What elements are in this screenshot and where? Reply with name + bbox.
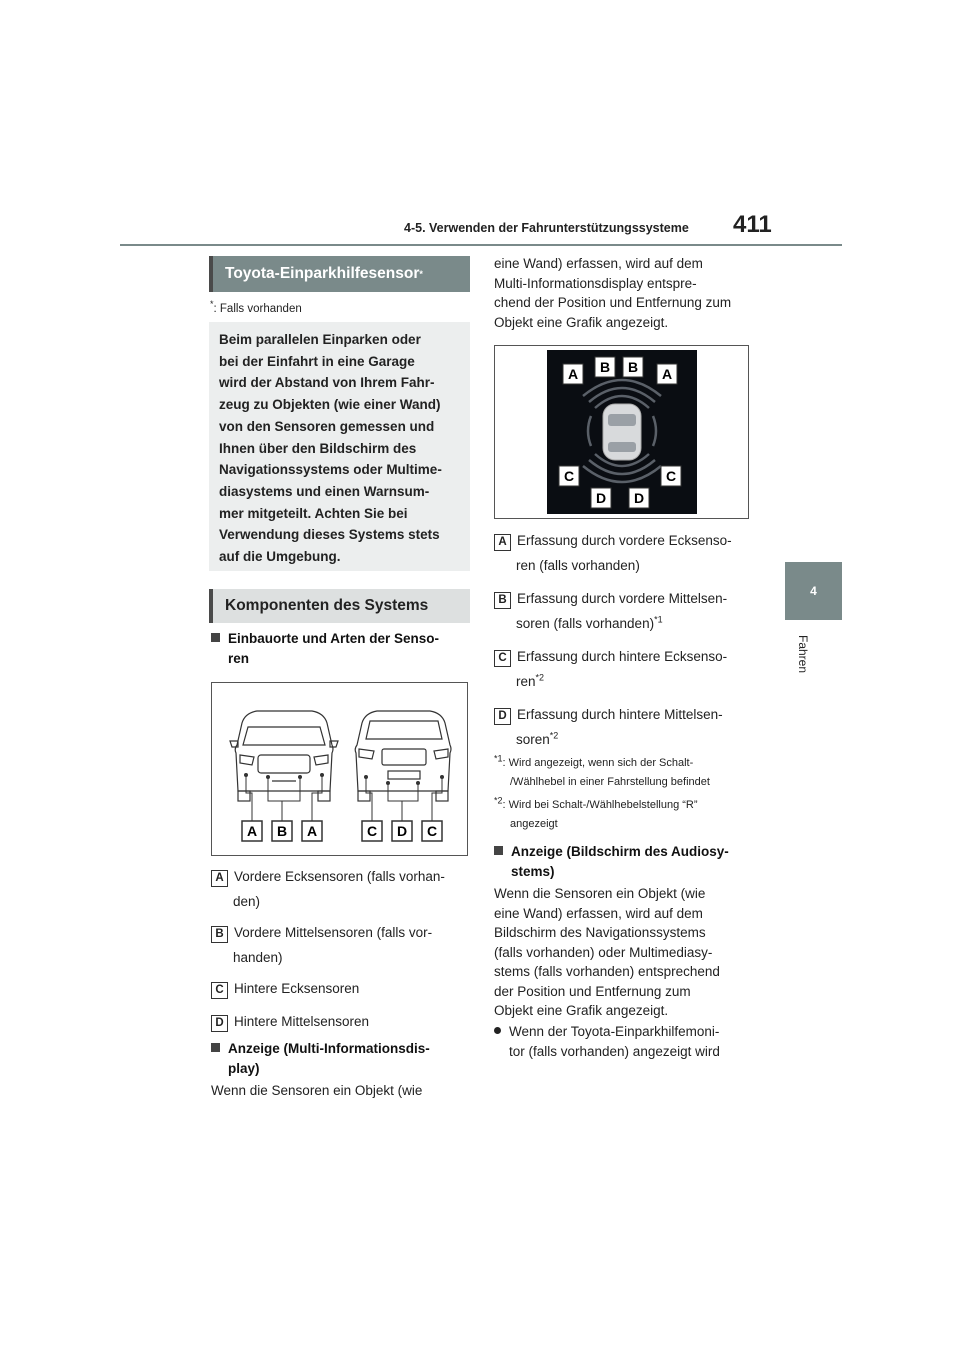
display-figure xyxy=(494,345,749,519)
legend-item xyxy=(494,586,754,636)
heading-line: Anzeige (Bildschirm des Audiosy- xyxy=(511,844,729,859)
legend-item xyxy=(494,702,754,752)
fig-label: A xyxy=(661,366,673,382)
fig-label: C xyxy=(665,468,677,484)
intro-line: bei der Einfahrt in eine Garage xyxy=(219,353,415,369)
fig-label: B xyxy=(599,359,611,375)
car-diagram xyxy=(212,683,467,855)
leader-lines xyxy=(246,775,442,821)
intro-line: Verwendung dieses Systems stets xyxy=(219,527,440,543)
legend-item xyxy=(211,1009,471,1034)
section-title-components xyxy=(209,589,470,623)
legend-text: ren (falls vorhanden) xyxy=(516,558,640,573)
heading-installation-locations xyxy=(211,629,471,669)
bullet-line: tor (falls vorhanden) angezeigt wird xyxy=(509,1043,720,1059)
heading-audio-display xyxy=(494,842,754,882)
body-line: Multi-Informationsdisplay entspre- xyxy=(494,275,697,291)
body-line: Wenn die Sensoren ein Objekt (wie xyxy=(494,886,706,901)
body-line: stems (falls vorhanden) entsprechend xyxy=(494,964,720,979)
heading-square-icon xyxy=(211,1043,220,1052)
legend-tag: C xyxy=(494,650,511,667)
fig-label: D xyxy=(633,490,645,506)
legend-text: Erfassung durch hintere Ecksenso- xyxy=(517,649,728,664)
display-legend xyxy=(494,528,754,752)
body-line: der Position und Entfernung zum xyxy=(494,983,691,999)
bullet-item xyxy=(494,1022,754,1061)
legend-sup: *2 xyxy=(549,730,559,741)
bullet-icon xyxy=(494,1027,501,1034)
body-text-audio xyxy=(494,884,754,1021)
footnote-text: angezeigt xyxy=(510,818,558,830)
fig-label: A xyxy=(567,366,579,382)
legend-sup: *2 xyxy=(535,672,545,683)
display-graphic xyxy=(495,346,748,518)
fig-label: A xyxy=(246,823,258,839)
legend-tag: A xyxy=(494,534,511,551)
body-line: Bildschirm des Navigationssystems xyxy=(494,925,706,940)
legend-text: Erfassung durch vordere Mittelsen- xyxy=(517,591,728,606)
body-line: chend der Position und Entfernung zum xyxy=(494,295,732,310)
legend-text: Vordere Ecksensoren (falls vorhan- xyxy=(234,869,445,884)
legend-text: den) xyxy=(233,894,261,909)
legend-text: Erfassung durch vordere Ecksenso- xyxy=(517,533,732,548)
heading-line: ren xyxy=(228,651,250,666)
heading-line: Einbauorte und Arten der Senso- xyxy=(228,631,440,646)
legend-item xyxy=(211,976,471,1001)
footnote-text: : Falls vorhanden xyxy=(213,303,302,315)
footnote-mark: *2 xyxy=(494,795,503,806)
sensor-legend xyxy=(211,864,471,1034)
legend-text: Vordere Mittelsensoren (falls vor- xyxy=(234,925,433,940)
legend-tag: D xyxy=(494,708,511,725)
footnote-mark: *1 xyxy=(494,753,503,764)
body-line: Objekt eine Grafik angezeigt. xyxy=(494,314,669,330)
legend-text: soren xyxy=(516,732,550,747)
body-text: Wenn die Sensoren ein Objekt (wie xyxy=(211,1083,423,1098)
body-line: eine Wand) erfassen, wird auf dem xyxy=(494,905,703,921)
footnote-text: /Wählhebel in einer Fahrstellung befindet xyxy=(510,776,710,788)
intro-line: Beim parallelen Einparken oder xyxy=(219,332,421,347)
fig-label: D xyxy=(396,823,408,839)
body-line: Objekt eine Grafik angezeigt. xyxy=(494,1003,669,1018)
fig-label: C xyxy=(563,468,575,484)
intro-line: wird der Abstand von Ihrem Fahr- xyxy=(219,375,435,391)
footnote-text: : Wird bei Schalt-/Wählhebelstellung “R” xyxy=(502,799,698,811)
section-title-text: Komponenten des Systems xyxy=(225,597,429,614)
footnote-text: : Wird angezeigt, wenn sich der Schalt- xyxy=(502,757,694,769)
legend-tag: B xyxy=(211,926,228,943)
bullet-line: Wenn der Toyota-Einparkhilfemoni- xyxy=(509,1024,720,1039)
header-rule xyxy=(120,244,842,246)
legend-text: ren xyxy=(516,674,536,689)
fig-label: D xyxy=(595,490,607,506)
legend-item xyxy=(211,864,471,914)
intro-line: zeug zu Objekten (wie einer Wand) xyxy=(219,397,441,413)
legend-tag: A xyxy=(211,870,228,887)
body-text-continued xyxy=(494,254,754,332)
heading-line: stems) xyxy=(511,864,555,879)
footnote-mark: * xyxy=(210,299,214,310)
sensor-location-figure xyxy=(211,682,468,856)
footnote xyxy=(494,754,754,792)
chapter-tab: 4 xyxy=(785,562,842,620)
legend-item xyxy=(211,920,471,970)
page-number: 411 xyxy=(733,211,772,238)
legend-tag: C xyxy=(211,982,228,999)
fig-label: C xyxy=(366,823,378,839)
intro-box xyxy=(209,322,470,571)
intro-line: Navigationssystems oder Multime- xyxy=(219,462,442,478)
intro-line: Ihnen über den Bildschirm des xyxy=(219,440,417,456)
availability-footnote xyxy=(210,299,302,315)
section-title-text: Toyota-Einparkhilfesensor xyxy=(225,265,420,282)
intro-line: mer mitgeteilt. Achten Sie bei xyxy=(219,505,408,521)
legend-text: Erfassung durch hintere Mittelsen- xyxy=(517,707,723,722)
heading-square-icon xyxy=(211,633,220,642)
intro-line: diasystems und einen Warnsum- xyxy=(219,483,430,499)
legend-text: handen) xyxy=(233,950,283,965)
section-title-parking-sensor: Toyota-Einparkhilfesensor * xyxy=(209,256,470,292)
legend-text: Hintere Ecksensoren xyxy=(234,981,360,996)
legend-item xyxy=(494,528,754,578)
body-line: (falls vorhanden) oder Multimediasy- xyxy=(494,944,713,960)
fig-label: A xyxy=(306,823,318,839)
intro-line: auf die Umgebung. xyxy=(219,549,341,565)
heading-line: play) xyxy=(228,1061,260,1076)
fig-label: C xyxy=(426,823,438,839)
footnote xyxy=(494,796,754,834)
footnotes xyxy=(494,754,754,834)
fig-label: B xyxy=(627,359,639,375)
intro-line: von den Sensoren gemessen und xyxy=(219,418,435,434)
legend-item xyxy=(494,644,754,694)
fig-label: B xyxy=(276,823,288,839)
figure-label-boxes xyxy=(242,821,442,841)
heading-line: Anzeige (Multi-Informationsdis- xyxy=(228,1041,430,1056)
legend-text: Hintere Mittelsensoren xyxy=(234,1014,370,1029)
car-icon xyxy=(603,404,641,460)
legend-text: soren (falls vorhanden) xyxy=(516,616,655,631)
legend-tag: B xyxy=(494,592,511,609)
running-header: 4-5. Verwenden der Fahrunterstützungssysteme xyxy=(404,221,689,235)
heading-multi-info-display xyxy=(211,1039,471,1079)
car-rear-illustration xyxy=(355,711,451,801)
legend-tag: D xyxy=(211,1015,228,1032)
chapter-label: Fahren xyxy=(796,635,810,674)
heading-square-icon xyxy=(494,846,503,855)
legend-sup: *1 xyxy=(654,614,663,625)
body-line: eine Wand) erfassen, wird auf dem xyxy=(494,256,703,271)
